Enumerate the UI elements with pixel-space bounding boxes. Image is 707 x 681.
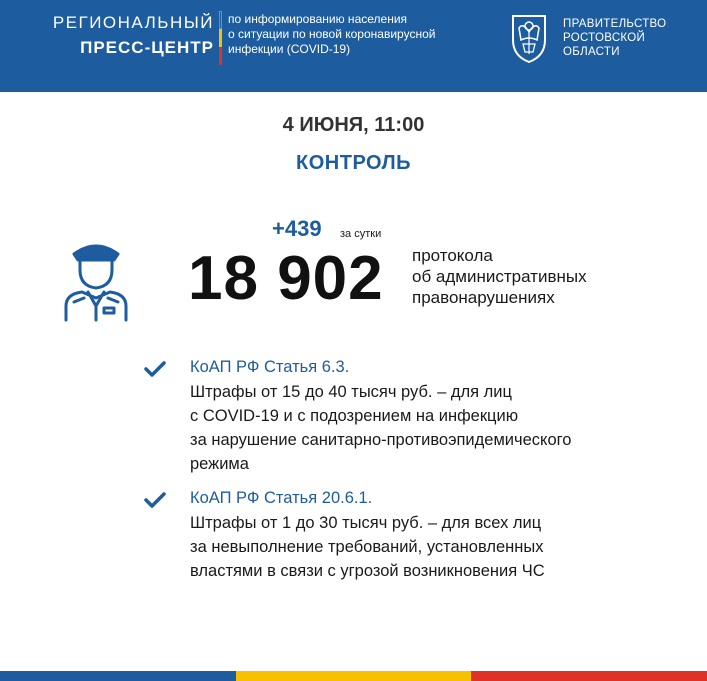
- bar-red: [471, 671, 707, 681]
- section-title: КОНТРОЛЬ: [296, 152, 411, 174]
- daily-increase: +439: [272, 216, 322, 241]
- law-item-title: КоАП РФ Статья 6.3.: [190, 358, 350, 376]
- desc-line: об административных: [412, 267, 587, 286]
- bar-blue: [0, 671, 236, 681]
- law-item-line: за нарушение санитарно-противоэпидемического: [190, 431, 572, 449]
- law-item-body: [190, 511, 545, 583]
- subtitle-line: инфекции (COVID-19): [228, 42, 351, 56]
- protocol-description: [412, 245, 587, 308]
- check-icon: [144, 492, 166, 508]
- check-icon: [144, 361, 166, 377]
- brand-line-1: РЕГИОНАЛЬНЫЙ: [52, 13, 214, 32]
- bottom-tricolor-bar: [0, 671, 707, 681]
- protocol-count: 18 902: [188, 244, 384, 313]
- law-item-body: [190, 380, 571, 476]
- bar-yellow: [236, 671, 472, 681]
- law-item-line: с COVID-19 и с подозрением на инфекцию: [190, 407, 519, 425]
- header-banner: [0, 0, 707, 92]
- gov-line: РОСТОВСКОЙ: [563, 32, 646, 44]
- subtitle-line: по информированию населения: [228, 12, 408, 26]
- desc-line: правонарушениях: [412, 288, 555, 307]
- gov-line: ПРАВИТЕЛЬСТВО: [563, 18, 667, 30]
- daily-increase-note: за сутки: [340, 228, 382, 240]
- law-item-line: Штрафы от 15 до 40 тысяч руб. – для лиц: [190, 383, 512, 401]
- law-item-line: режима: [190, 455, 249, 473]
- government-name: [563, 17, 666, 59]
- header-subtitle: [228, 12, 498, 57]
- law-item-line: Штрафы от 1 до 30 тысяч руб. – для всех лиц: [190, 514, 542, 532]
- law-item-line: за невыполнение требований, установленных: [190, 538, 544, 556]
- brand-line-2: ПРЕСС-ЦЕНТР: [80, 38, 214, 57]
- subtitle-line: о ситуации по новой коронавирусной: [228, 27, 436, 41]
- desc-line: протокола: [412, 246, 493, 265]
- brand-block: [36, 12, 214, 58]
- tricolor-stripe: [219, 11, 222, 65]
- police-officer-icon: [60, 236, 132, 322]
- gov-line: ОБЛАСТИ: [563, 46, 620, 58]
- law-item-line: властями в связи с угрозой возникновения ЧС: [190, 562, 545, 580]
- law-item-title: КоАП РФ Статья 20.6.1.: [190, 489, 373, 507]
- coat-of-arms-icon: [509, 10, 549, 64]
- date-time: 4 ИЮНЯ, 11:00: [282, 114, 425, 136]
